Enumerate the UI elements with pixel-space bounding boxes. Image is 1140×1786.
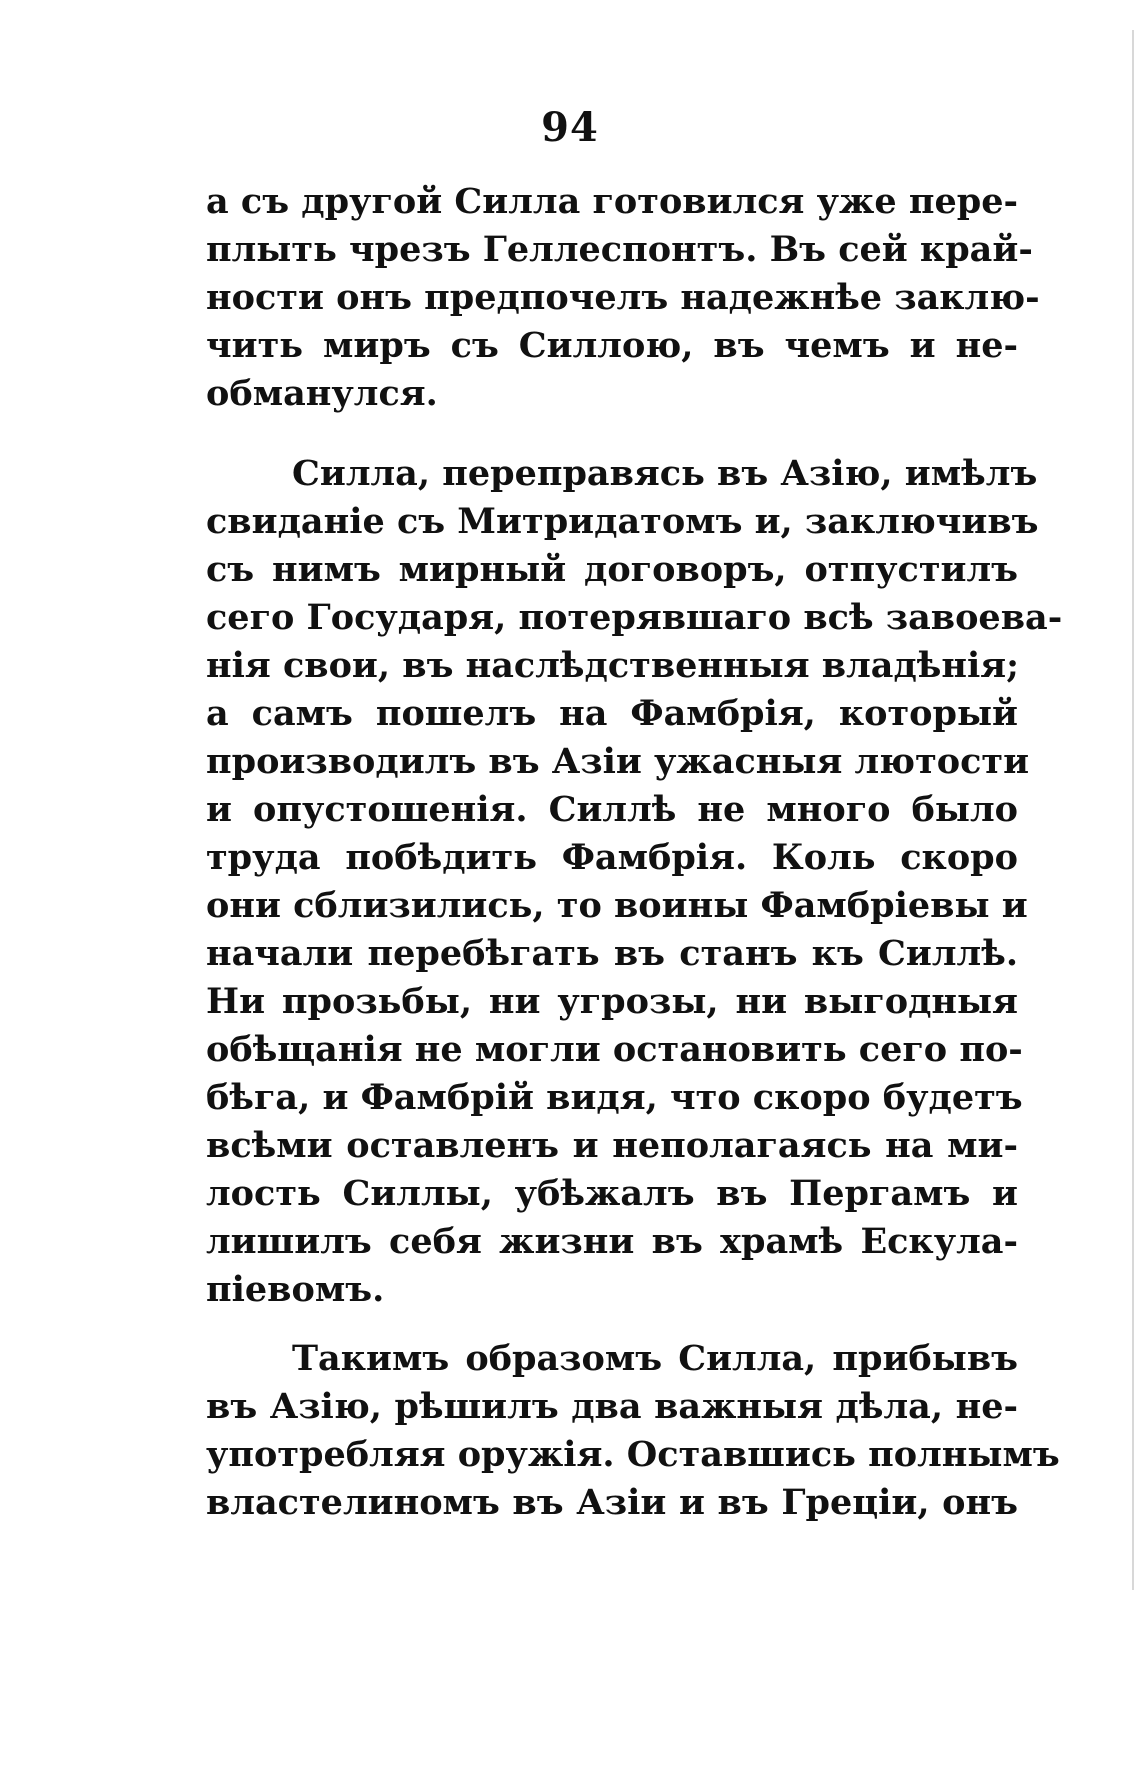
text-line: съ нимъ мирный договоръ, отпустилъ xyxy=(206,549,1018,590)
text-line: бѣга, и Фамбрій видя, что скоро будетъ xyxy=(206,1077,1023,1118)
text-line: плыть чрезъ Геллеспонтъ. Въ сей край- xyxy=(206,229,1033,270)
text-line: лишилъ себя жизни въ храмѣ Ескула- xyxy=(206,1221,1018,1262)
text-line: ности онъ предпочелъ надежнѣе заклю- xyxy=(206,277,1040,318)
text-line: обѣщанія не могли остановить сего по- xyxy=(206,1029,1023,1070)
paragraph-1 xyxy=(206,178,1040,418)
text-line: нія свои, въ наслѣдственныя владѣнія; xyxy=(206,645,1020,686)
page-number: 94 xyxy=(541,104,599,151)
page-edge xyxy=(1132,30,1134,1590)
text-line: начали перебѣгать въ станъ къ Силлѣ. xyxy=(206,933,1018,974)
text-line: а съ другой Силла готовился уже пере- xyxy=(206,181,1018,222)
paragraph-3 xyxy=(206,1335,1060,1527)
text-line: а самъ пошелъ на Фамбрія, который xyxy=(206,693,1018,734)
text-line: труда побѣдить Фамбрія. Коль скоро xyxy=(206,837,1018,878)
text-line: и опустошенія. Силлѣ не много было xyxy=(206,789,1018,830)
text-line: Силла, переправясь въ Азію, имѣлъ xyxy=(292,453,1038,494)
text-line: употребляя оружія. Оставшись полнымъ xyxy=(206,1434,1060,1475)
text-line: сего Государя, потерявшаго всѣ завоева- xyxy=(206,597,1063,638)
text-line: производилъ въ Азіи ужасныя лютости xyxy=(206,741,1030,782)
text-line: Такимъ образомъ Силла, прибывъ xyxy=(292,1338,1018,1379)
text-line: свиданіе съ Митридатомъ и, заключивъ xyxy=(206,501,1039,542)
text-line: въ Азію, рѣшилъ два важныя дѣла, не- xyxy=(206,1386,1018,1427)
text-line: лость Силлы, убѣжалъ въ Пергамъ и xyxy=(206,1173,1018,1214)
text-line: властелиномъ въ Азіи и въ Греціи, онъ xyxy=(206,1482,1018,1523)
text-line: піевомъ. xyxy=(206,1269,385,1310)
text-line: чить миръ съ Силлою, въ чемъ и не- xyxy=(206,325,1018,366)
text-line: они сблизились, то воины Фамбріевы и xyxy=(206,885,1028,926)
paragraph-2 xyxy=(206,450,1063,1314)
text-line: Ни прозьбы, ни угрозы, ни выгодныя xyxy=(206,981,1018,1022)
text-line: обманулся. xyxy=(206,373,438,414)
text-line: всѣми оставленъ и неполагаясь на ми- xyxy=(206,1125,1018,1166)
